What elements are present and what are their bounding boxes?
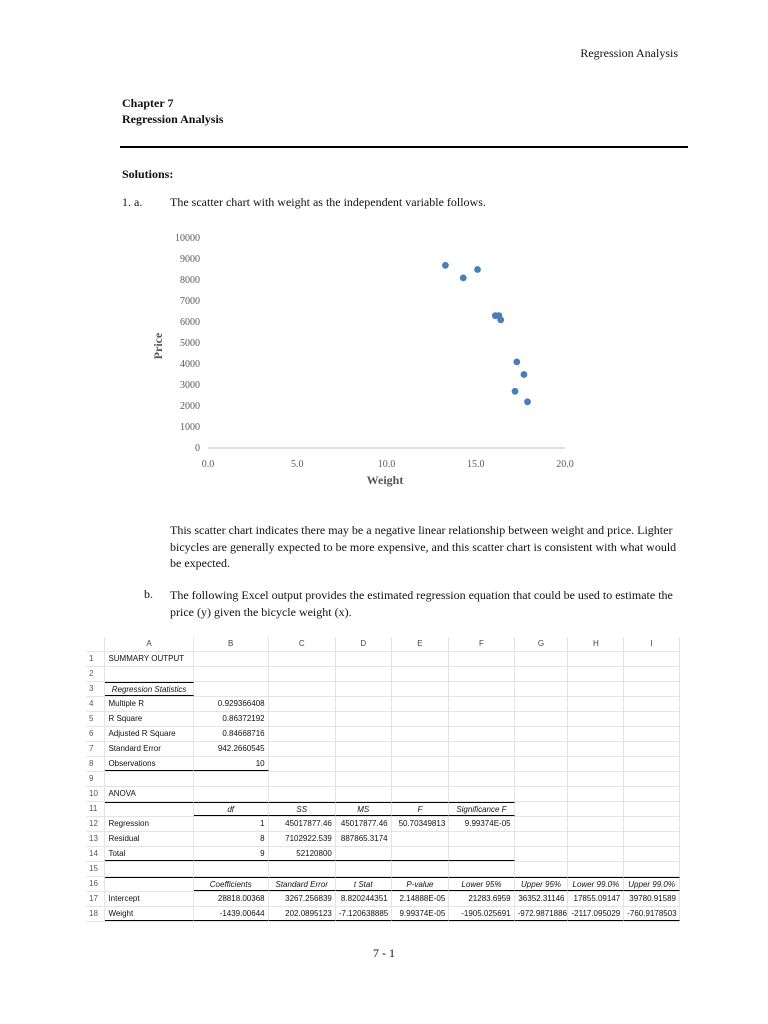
excel-cell xyxy=(624,802,680,816)
excel-cell xyxy=(269,772,336,786)
chapter-title: Regression Analysis xyxy=(122,112,224,126)
excel-cell xyxy=(392,667,450,681)
excel-cell: Total xyxy=(105,847,193,861)
excel-row xyxy=(86,712,680,727)
excel-row-number: 5 xyxy=(86,712,105,726)
excel-row xyxy=(86,787,680,802)
page-number: 7 - 1 xyxy=(373,946,395,960)
excel-cell xyxy=(568,832,624,846)
y-tick-label: 2000 xyxy=(180,401,200,412)
excel-cell xyxy=(515,697,569,711)
excel-row xyxy=(86,832,680,847)
excel-cell xyxy=(515,787,569,801)
excel-row xyxy=(86,742,680,757)
excel-cell xyxy=(568,742,624,756)
excel-cell: 8 xyxy=(194,832,269,846)
x-tick-label: 15.0 xyxy=(467,459,485,470)
excel-cell xyxy=(269,652,336,666)
excel-cell: 0.929366408 xyxy=(194,697,269,711)
excel-row xyxy=(86,907,680,922)
excel-cell: Regression Statistics xyxy=(105,682,193,696)
excel-cell: 0.84668716 xyxy=(194,727,269,741)
excel-row-number: 8 xyxy=(86,757,105,771)
excel-cell: 9.99374E-05 xyxy=(449,817,514,831)
excel-cell: 8.820244351 xyxy=(336,892,392,906)
excel-cell: df xyxy=(194,802,269,816)
excel-cell xyxy=(269,667,336,681)
excel-cell xyxy=(392,832,450,846)
excel-cell xyxy=(568,772,624,786)
x-tick-label: 10.0 xyxy=(377,459,396,470)
chapter-number: Chapter 7 xyxy=(122,96,174,110)
excel-cell xyxy=(392,847,450,861)
excel-cell xyxy=(568,652,624,666)
excel-row-number: 18 xyxy=(86,907,105,921)
excel-column-header: A xyxy=(105,637,193,651)
y-tick-label: 1000 xyxy=(180,422,200,433)
excel-cell xyxy=(449,652,514,666)
excel-cell: 942.2660545 xyxy=(194,742,269,756)
excel-column-header-row xyxy=(86,637,680,652)
excel-cell xyxy=(105,667,193,681)
excel-cell xyxy=(449,727,514,741)
excel-row-number: 14 xyxy=(86,847,105,861)
excel-cell: 39780.91589 xyxy=(624,892,680,906)
paragraph-a: This scatter chart indicates there may be a negative linear relationship between weight and price. Lighter bicycles are generally expected to be more expensive, and this scatter chart is consistent with what would be expected. xyxy=(170,523,677,570)
excel-cell xyxy=(392,652,450,666)
excel-cell xyxy=(269,697,336,711)
excel-column-header: G xyxy=(515,637,569,651)
excel-output-table xyxy=(86,637,680,922)
excel-cell xyxy=(105,877,193,891)
excel-cell xyxy=(515,712,569,726)
excel-cell xyxy=(392,712,450,726)
excel-cell xyxy=(515,802,569,816)
excel-cell xyxy=(515,772,569,786)
excel-cell xyxy=(568,802,624,816)
excel-cell xyxy=(336,742,392,756)
question-number: 1. a. xyxy=(122,195,143,209)
excel-row-number: 2 xyxy=(86,667,105,681)
excel-row-number: 13 xyxy=(86,832,105,846)
excel-cell: ANOVA xyxy=(105,787,193,801)
excel-cell xyxy=(449,847,514,861)
scatter-point xyxy=(512,388,519,395)
excel-cell: Multiple R xyxy=(105,697,193,711)
excel-row xyxy=(86,697,680,712)
heading-rule xyxy=(120,146,688,148)
excel-cell xyxy=(336,847,392,861)
excel-cell: SUMMARY OUTPUT xyxy=(105,652,193,666)
excel-cell xyxy=(568,727,624,741)
excel-cell xyxy=(449,787,514,801)
excel-cell xyxy=(624,652,680,666)
excel-cell xyxy=(449,772,514,786)
excel-cell xyxy=(624,667,680,681)
excel-row xyxy=(86,862,680,877)
y-tick-label: 8000 xyxy=(180,275,200,286)
excel-cell xyxy=(624,742,680,756)
excel-row-number: 6 xyxy=(86,727,105,741)
excel-cell: 52120800 xyxy=(269,847,336,861)
excel-cell: Lower 99.0% xyxy=(568,877,624,891)
excel-cell xyxy=(392,787,450,801)
excel-cell xyxy=(624,862,680,876)
excel-cell: P-value xyxy=(392,877,450,891)
excel-row xyxy=(86,682,680,697)
x-tick-label: 5.0 xyxy=(291,459,304,470)
excel-cell xyxy=(392,727,450,741)
excel-cell: SS xyxy=(269,802,336,816)
excel-cell xyxy=(105,802,193,816)
excel-cell xyxy=(392,757,450,771)
excel-cell: 887865.3174 xyxy=(336,832,392,846)
excel-cell: -1905.025691 xyxy=(449,907,514,921)
excel-cell: Lower 95% xyxy=(449,877,514,891)
excel-cell xyxy=(194,652,269,666)
excel-cell xyxy=(624,697,680,711)
excel-cell xyxy=(568,862,624,876)
excel-cell xyxy=(336,862,392,876)
excel-cell xyxy=(515,757,569,771)
excel-cell: 1 xyxy=(194,817,269,831)
excel-corner-cell xyxy=(86,637,105,651)
y-axis-label: Price xyxy=(151,332,165,360)
scatter-point xyxy=(521,371,528,378)
excel-cell xyxy=(624,787,680,801)
excel-cell xyxy=(624,727,680,741)
excel-cell: 3267.256839 xyxy=(269,892,336,906)
excel-cell xyxy=(624,847,680,861)
excel-cell xyxy=(449,697,514,711)
excel-cell xyxy=(624,757,680,771)
excel-column-header: D xyxy=(336,637,392,651)
excel-cell: Adjusted R Square xyxy=(105,727,193,741)
y-tick-label: 0 xyxy=(195,443,200,454)
excel-cell xyxy=(449,832,514,846)
excel-row xyxy=(86,652,680,667)
y-tick-label: 3000 xyxy=(180,380,200,391)
excel-row-number: 1 xyxy=(86,652,105,666)
excel-cell xyxy=(568,787,624,801)
question-intro: The scatter chart with weight as the independent variable follows. xyxy=(170,195,486,209)
excel-cell xyxy=(336,667,392,681)
excel-cell: 10 xyxy=(194,757,269,771)
excel-cell: Observations xyxy=(105,757,193,771)
excel-row xyxy=(86,892,680,907)
excel-column-header: E xyxy=(392,637,450,651)
excel-column-header: B xyxy=(194,637,269,651)
excel-cell xyxy=(624,712,680,726)
excel-cell xyxy=(392,697,450,711)
excel-cell: 45017877.46 xyxy=(336,817,392,831)
excel-cell xyxy=(515,727,569,741)
excel-cell: MS xyxy=(336,802,392,816)
excel-row-number: 3 xyxy=(86,682,105,696)
excel-cell xyxy=(336,652,392,666)
scatter-point xyxy=(442,262,449,269)
excel-cell xyxy=(568,697,624,711)
y-tick-label: 4000 xyxy=(180,359,200,370)
excel-cell xyxy=(194,667,269,681)
excel-cell xyxy=(568,757,624,771)
excel-cell xyxy=(568,817,624,831)
excel-cell xyxy=(449,682,514,696)
excel-row-number: 9 xyxy=(86,772,105,786)
excel-cell xyxy=(336,712,392,726)
y-tick-label: 10000 xyxy=(175,233,200,244)
running-head: Regression Analysis xyxy=(580,46,678,60)
excel-cell xyxy=(568,847,624,861)
excel-cell xyxy=(624,832,680,846)
excel-cell: Upper 95% xyxy=(515,877,569,891)
excel-cell xyxy=(194,862,269,876)
excel-cell xyxy=(194,787,269,801)
excel-cell xyxy=(515,847,569,861)
x-axis-label: Weight xyxy=(366,473,404,487)
excel-cell: F xyxy=(392,802,450,816)
excel-row xyxy=(86,667,680,682)
excel-cell: -1439.00644 xyxy=(194,907,269,921)
excel-row xyxy=(86,802,680,817)
excel-row-number: 4 xyxy=(86,697,105,711)
x-tick-label: 20.0 xyxy=(556,459,574,470)
excel-cell xyxy=(336,682,392,696)
excel-cell xyxy=(336,787,392,801)
excel-cell xyxy=(392,742,450,756)
scatter-point xyxy=(474,266,481,273)
excel-cell xyxy=(568,667,624,681)
excel-cell xyxy=(624,772,680,786)
y-tick-label: 9000 xyxy=(180,254,200,265)
excel-row xyxy=(86,727,680,742)
excel-cell: 28818.00368 xyxy=(194,892,269,906)
excel-row-number: 16 xyxy=(86,877,105,891)
excel-cell: 0.86372192 xyxy=(194,712,269,726)
excel-cell: R Square xyxy=(105,712,193,726)
excel-cell xyxy=(269,712,336,726)
excel-cell: -972.9871886 xyxy=(515,907,569,921)
excel-cell: 2.14888E-05 xyxy=(392,892,450,906)
excel-cell xyxy=(269,727,336,741)
excel-cell: Standard Error xyxy=(269,877,336,891)
excel-cell xyxy=(336,697,392,711)
excel-row xyxy=(86,847,680,862)
excel-cell xyxy=(392,772,450,786)
excel-cell xyxy=(194,682,269,696)
excel-cell: 21283.6959 xyxy=(449,892,514,906)
excel-row-number: 17 xyxy=(86,892,105,906)
excel-row-number: 12 xyxy=(86,817,105,831)
excel-cell xyxy=(392,682,450,696)
excel-cell xyxy=(269,757,336,771)
solutions-heading: Solutions: xyxy=(122,167,174,181)
excel-cell xyxy=(449,667,514,681)
excel-cell xyxy=(515,862,569,876)
excel-column-header: F xyxy=(449,637,514,651)
x-tick-label: 0.0 xyxy=(201,459,215,470)
excel-cell: -7.120638885 xyxy=(336,907,392,921)
scatter-point xyxy=(513,359,520,366)
excel-cell xyxy=(392,862,450,876)
excel-cell xyxy=(336,757,392,771)
y-tick-label: 5000 xyxy=(180,338,200,349)
excel-cell xyxy=(624,817,680,831)
excel-cell xyxy=(105,862,193,876)
excel-column-header: I xyxy=(624,637,680,651)
excel-cell: Standard Error xyxy=(105,742,193,756)
excel-row-number: 10 xyxy=(86,787,105,801)
excel-cell: 45017877.46 xyxy=(269,817,336,831)
paragraph-b: The following Excel output provides the estimated regression equation that could be used to estimate the price (y) given the bicycle weight (x). xyxy=(170,588,673,619)
y-tick-label: 6000 xyxy=(180,317,200,328)
excel-row-number: 15 xyxy=(86,862,105,876)
y-tick-labels xyxy=(175,233,200,454)
excel-cell xyxy=(336,772,392,786)
excel-cell: Weight xyxy=(105,907,193,921)
excel-cell: 17855.09147 xyxy=(568,892,624,906)
excel-column-header: C xyxy=(269,637,336,651)
y-tick-label: 7000 xyxy=(180,296,200,307)
excel-cell: 50.70349813 xyxy=(392,817,450,831)
excel-cell: Residual xyxy=(105,832,193,846)
scatter-chart xyxy=(140,226,590,496)
excel-cell xyxy=(624,682,680,696)
part-b-label: b. xyxy=(144,587,153,601)
excel-cell xyxy=(336,727,392,741)
excel-cell xyxy=(449,862,514,876)
excel-cell: Upper 99.0% xyxy=(624,877,680,891)
excel-cell xyxy=(194,772,269,786)
excel-cell: Regression xyxy=(105,817,193,831)
excel-cell xyxy=(105,772,193,786)
excel-cell: t Stat xyxy=(336,877,392,891)
excel-cell xyxy=(568,712,624,726)
excel-cell: 9 xyxy=(194,847,269,861)
scatter-point xyxy=(497,317,504,324)
excel-cell xyxy=(269,787,336,801)
scatter-point xyxy=(460,275,467,282)
excel-cell: Significance F xyxy=(449,802,514,816)
scatter-points xyxy=(442,262,531,405)
scatter-point xyxy=(524,398,531,405)
x-tick-labels xyxy=(202,459,574,470)
excel-cell xyxy=(515,667,569,681)
excel-cell: Coefficients xyxy=(194,877,269,891)
excel-cell xyxy=(515,742,569,756)
excel-row-number: 7 xyxy=(86,742,105,756)
excel-row xyxy=(86,877,680,892)
excel-row-number: 11 xyxy=(86,802,105,816)
excel-cell: 7102922.539 xyxy=(269,832,336,846)
excel-cell: -2117.095029 xyxy=(568,907,624,921)
excel-cell: 202.0895123 xyxy=(269,907,336,921)
excel-cell: Intercept xyxy=(105,892,193,906)
excel-cell: -760.9178503 xyxy=(624,907,680,921)
excel-cell: 9.99374E-05 xyxy=(392,907,450,921)
excel-cell xyxy=(269,682,336,696)
excel-cell: 36352.31146 xyxy=(515,892,569,906)
excel-cell xyxy=(515,682,569,696)
excel-cell xyxy=(269,862,336,876)
chapter-heading xyxy=(122,95,223,127)
excel-cell xyxy=(515,817,569,831)
excel-cell xyxy=(449,712,514,726)
excel-row xyxy=(86,772,680,787)
excel-row xyxy=(86,757,680,772)
excel-row xyxy=(86,817,680,832)
excel-cell xyxy=(269,742,336,756)
excel-cell xyxy=(449,742,514,756)
excel-cell xyxy=(515,832,569,846)
excel-cell xyxy=(449,757,514,771)
excel-column-header: H xyxy=(568,637,624,651)
excel-cell xyxy=(568,682,624,696)
excel-cell xyxy=(515,652,569,666)
